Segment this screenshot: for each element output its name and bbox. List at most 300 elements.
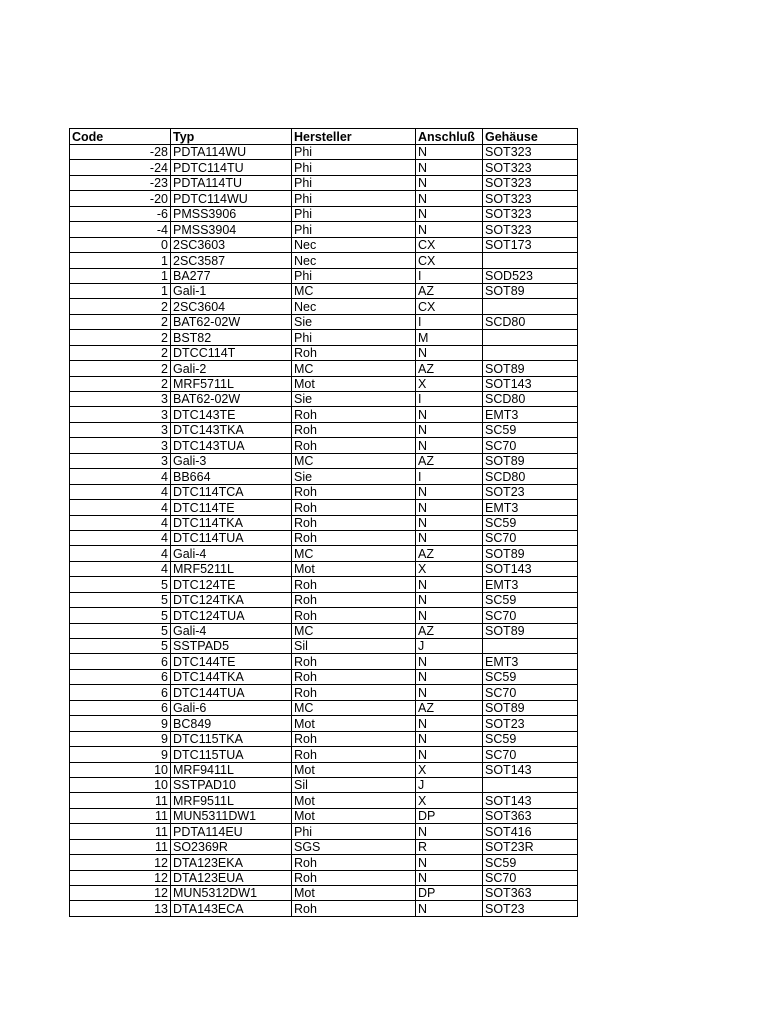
cell-code: 5 [70,592,171,607]
cell-anschluss: J [416,777,483,792]
cell-gehaeuse: SC59 [483,592,578,607]
cell-anschluss: N [416,747,483,762]
cell-anschluss: N [416,407,483,422]
cell-typ: PDTA114TU [171,175,292,190]
cell-anschluss: N [416,685,483,700]
cell-gehaeuse: EMT3 [483,407,578,422]
cell-hersteller: Roh [292,901,416,916]
cell-code: 11 [70,824,171,839]
table-row [70,716,578,731]
cell-hersteller: Mot [292,808,416,823]
cell-code: 9 [70,716,171,731]
cell-code: 4 [70,530,171,545]
cell-gehaeuse: SCD80 [483,392,578,407]
table-row [70,561,578,576]
cell-typ: DTC124TKA [171,592,292,607]
cell-hersteller: Roh [292,345,416,360]
cell-gehaeuse: SOT89 [483,623,578,638]
table-row [70,145,578,160]
table-row [70,330,578,345]
cell-hersteller: Roh [292,608,416,623]
cell-code: 2 [70,345,171,360]
cell-typ: DTCC114T [171,345,292,360]
cell-anschluss: AZ [416,546,483,561]
cell-typ: DTC114TKA [171,515,292,530]
table-row [70,268,578,283]
cell-hersteller: MC [292,361,416,376]
cell-anschluss: N [416,175,483,190]
cell-gehaeuse: SC59 [483,669,578,684]
cell-code: 3 [70,422,171,437]
header-typ: Typ [171,129,292,145]
cell-hersteller: Phi [292,191,416,206]
cell-hersteller: Mot [292,886,416,901]
cell-typ: DTC143TUA [171,438,292,453]
cell-hersteller: Roh [292,515,416,530]
cell-code: 2 [70,376,171,391]
cell-code: 4 [70,469,171,484]
cell-gehaeuse: SOT23 [483,484,578,499]
cell-gehaeuse: SOT323 [483,222,578,237]
cell-code: 11 [70,839,171,854]
cell-typ: PDTA114WU [171,145,292,160]
cell-gehaeuse: SC70 [483,685,578,700]
table-row [70,747,578,762]
cell-gehaeuse: SOT143 [483,376,578,391]
table-row [70,484,578,499]
cell-typ: PMSS3906 [171,206,292,221]
cell-code: -28 [70,145,171,160]
cell-code: 10 [70,762,171,777]
cell-typ: MRF5711L [171,376,292,391]
cell-typ: BAT62-02W [171,392,292,407]
cell-hersteller: Roh [292,654,416,669]
cell-hersteller: Roh [292,422,416,437]
cell-hersteller: MC [292,453,416,468]
cell-gehaeuse: SC59 [483,731,578,746]
table-row [70,700,578,715]
cell-typ: MRF5211L [171,561,292,576]
cell-code: 3 [70,453,171,468]
cell-hersteller: Phi [292,824,416,839]
cell-anschluss: AZ [416,453,483,468]
cell-gehaeuse: SC70 [483,608,578,623]
cell-anschluss: J [416,639,483,654]
cell-anschluss: N [416,577,483,592]
cell-code: 5 [70,623,171,638]
cell-code: 1 [70,283,171,298]
cell-gehaeuse: SOT323 [483,191,578,206]
table-row [70,237,578,252]
cell-code: 5 [70,639,171,654]
cell-code: 12 [70,855,171,870]
cell-gehaeuse: EMT3 [483,654,578,669]
cell-anschluss: N [416,206,483,221]
cell-gehaeuse: SOT143 [483,793,578,808]
cell-hersteller: Roh [292,407,416,422]
cell-anschluss: N [416,530,483,545]
table-body [70,145,578,917]
cell-typ: DTC144TE [171,654,292,669]
cell-anschluss: N [416,901,483,916]
cell-code: 12 [70,886,171,901]
table-row [70,422,578,437]
cell-code: 6 [70,669,171,684]
table-row [70,283,578,298]
cell-typ: BST82 [171,330,292,345]
cell-anschluss: X [416,762,483,777]
cell-gehaeuse: SC70 [483,747,578,762]
cell-gehaeuse: SC59 [483,515,578,530]
cell-anschluss: I [416,268,483,283]
table-row [70,546,578,561]
cell-anschluss: N [416,160,483,175]
table-row [70,376,578,391]
cell-hersteller: Sie [292,469,416,484]
cell-code: 1 [70,268,171,283]
cell-hersteller: Phi [292,145,416,160]
cell-gehaeuse [483,299,578,314]
cell-anschluss: N [416,870,483,885]
table-row [70,639,578,654]
cell-typ: MUN5312DW1 [171,886,292,901]
cell-gehaeuse: EMT3 [483,500,578,515]
cell-code: 6 [70,700,171,715]
cell-gehaeuse: SOT23 [483,901,578,916]
cell-hersteller: Mot [292,793,416,808]
cell-code: 2 [70,299,171,314]
cell-anschluss: DP [416,808,483,823]
cell-anschluss: I [416,469,483,484]
cell-gehaeuse: SOT416 [483,824,578,839]
cell-typ: PMSS3904 [171,222,292,237]
cell-code: 3 [70,407,171,422]
cell-hersteller: Roh [292,500,416,515]
cell-gehaeuse [483,777,578,792]
cell-typ: 2SC3604 [171,299,292,314]
cell-code: 2 [70,361,171,376]
table-row [70,469,578,484]
cell-code: 4 [70,546,171,561]
cell-code: 1 [70,253,171,268]
table-row [70,839,578,854]
cell-typ: DTC114TUA [171,530,292,545]
cell-anschluss: N [416,592,483,607]
cell-typ: PDTA114EU [171,824,292,839]
table-row [70,206,578,221]
cell-gehaeuse: SC70 [483,870,578,885]
table-row [70,299,578,314]
cell-gehaeuse: EMT3 [483,577,578,592]
table-row [70,577,578,592]
cell-code: 12 [70,870,171,885]
cell-typ: Gali-4 [171,546,292,561]
cell-anschluss: N [416,422,483,437]
cell-hersteller: MC [292,623,416,638]
cell-code: 4 [70,561,171,576]
cell-anschluss: N [416,731,483,746]
table-row [70,793,578,808]
cell-typ: DTC143TKA [171,422,292,437]
table-row [70,654,578,669]
cell-code: 3 [70,438,171,453]
cell-gehaeuse [483,345,578,360]
cell-hersteller: Sil [292,639,416,654]
table-row [70,160,578,175]
cell-typ: DTC143TE [171,407,292,422]
header-anschluss: Anschluß [416,129,483,145]
cell-anschluss: CX [416,237,483,252]
header-gehaeuse: Gehäuse [483,129,578,145]
cell-gehaeuse: SOT363 [483,886,578,901]
cell-hersteller: Phi [292,330,416,345]
cell-hersteller: Nec [292,299,416,314]
cell-hersteller: Roh [292,592,416,607]
table-row [70,731,578,746]
cell-hersteller: Phi [292,268,416,283]
cell-code: -20 [70,191,171,206]
cell-typ: 2SC3603 [171,237,292,252]
table-row [70,407,578,422]
cell-typ: Gali-1 [171,283,292,298]
cell-typ: DTC124TUA [171,608,292,623]
cell-code: -23 [70,175,171,190]
cell-code: 5 [70,608,171,623]
cell-code: 2 [70,330,171,345]
cell-typ: DTA143ECA [171,901,292,916]
cell-gehaeuse [483,253,578,268]
cell-code: 4 [70,515,171,530]
table-row [70,314,578,329]
cell-typ: BAT62-02W [171,314,292,329]
cell-typ: MRF9411L [171,762,292,777]
table-row [70,222,578,237]
cell-typ: BB664 [171,469,292,484]
cell-gehaeuse: SC59 [483,855,578,870]
cell-typ: SSTPAD10 [171,777,292,792]
cell-hersteller: Phi [292,160,416,175]
cell-anschluss: AZ [416,700,483,715]
cell-code: 9 [70,747,171,762]
table-row [70,361,578,376]
cell-anschluss: AZ [416,283,483,298]
header-code: Code [70,129,171,145]
cell-hersteller: Roh [292,484,416,499]
cell-hersteller: Roh [292,669,416,684]
cell-code: 9 [70,731,171,746]
cell-typ: Gali-2 [171,361,292,376]
cell-hersteller: SGS [292,839,416,854]
table-row [70,453,578,468]
cell-typ: DTC144TKA [171,669,292,684]
table-row [70,808,578,823]
header-hersteller: Hersteller [292,129,416,145]
cell-code: 4 [70,484,171,499]
cell-hersteller: Roh [292,855,416,870]
cell-hersteller: Roh [292,685,416,700]
cell-hersteller: Roh [292,747,416,762]
cell-hersteller: Phi [292,222,416,237]
table-row [70,515,578,530]
cell-typ: MUN5311DW1 [171,808,292,823]
cell-anschluss: N [416,515,483,530]
cell-code: 2 [70,314,171,329]
cell-code: 3 [70,392,171,407]
cell-gehaeuse: SOT143 [483,561,578,576]
cell-code: -6 [70,206,171,221]
table-header [70,129,578,145]
cell-typ: DTA123EUA [171,870,292,885]
cell-anschluss: N [416,855,483,870]
cell-gehaeuse: SCD80 [483,314,578,329]
cell-code: 10 [70,777,171,792]
cell-code: 5 [70,577,171,592]
header-row [70,129,578,145]
cell-gehaeuse: SCD80 [483,469,578,484]
cell-gehaeuse: SOT89 [483,453,578,468]
cell-hersteller: MC [292,700,416,715]
table-row [70,870,578,885]
table-row [70,500,578,515]
cell-code: -4 [70,222,171,237]
table-row [70,345,578,360]
cell-anschluss: N [416,145,483,160]
cell-hersteller: Roh [292,577,416,592]
cell-typ: Gali-6 [171,700,292,715]
cell-hersteller: Mot [292,716,416,731]
cell-typ: PDTC114WU [171,191,292,206]
cell-code: 6 [70,685,171,700]
cell-anschluss: AZ [416,623,483,638]
cell-anschluss: N [416,669,483,684]
cell-hersteller: Sie [292,392,416,407]
cell-code: 11 [70,808,171,823]
cell-hersteller: Phi [292,206,416,221]
table-row [70,777,578,792]
cell-typ: DTC124TE [171,577,292,592]
cell-anschluss: X [416,376,483,391]
cell-anschluss: I [416,392,483,407]
cell-typ: Gali-4 [171,623,292,638]
cell-gehaeuse: SC59 [483,422,578,437]
table-row [70,592,578,607]
cell-typ: DTC114TCA [171,484,292,499]
table-row [70,623,578,638]
table-row [70,530,578,545]
cell-gehaeuse [483,330,578,345]
cell-typ: BC849 [171,716,292,731]
cell-anschluss: N [416,654,483,669]
table-row [70,886,578,901]
cell-hersteller: Roh [292,438,416,453]
cell-gehaeuse: SOT89 [483,700,578,715]
parts-table [69,128,578,917]
cell-typ: 2SC3587 [171,253,292,268]
cell-anschluss: N [416,191,483,206]
cell-gehaeuse [483,639,578,654]
table-row [70,191,578,206]
table-row [70,175,578,190]
table-row [70,685,578,700]
cell-anschluss: N [416,484,483,499]
cell-hersteller: Mot [292,376,416,391]
cell-hersteller: Nec [292,253,416,268]
cell-anschluss: N [416,345,483,360]
cell-gehaeuse: SOT23 [483,716,578,731]
cell-anschluss: N [416,716,483,731]
cell-gehaeuse: SOT323 [483,206,578,221]
cell-typ: DTC115TKA [171,731,292,746]
cell-anschluss: X [416,561,483,576]
cell-gehaeuse: SOD523 [483,268,578,283]
table-row [70,608,578,623]
cell-gehaeuse: SOT173 [483,237,578,252]
table-row [70,438,578,453]
cell-gehaeuse: SOT323 [483,175,578,190]
cell-typ: BA277 [171,268,292,283]
cell-hersteller: Mot [292,561,416,576]
cell-hersteller: MC [292,283,416,298]
table-row [70,901,578,916]
cell-anschluss: N [416,608,483,623]
cell-anschluss: N [416,500,483,515]
cell-gehaeuse: SOT23R [483,839,578,854]
cell-anschluss: CX [416,299,483,314]
cell-code: 13 [70,901,171,916]
cell-gehaeuse: SOT89 [483,283,578,298]
table-row [70,824,578,839]
cell-anschluss: N [416,438,483,453]
cell-typ: DTC114TE [171,500,292,515]
cell-gehaeuse: SC70 [483,530,578,545]
cell-hersteller: Phi [292,175,416,190]
table-row [70,855,578,870]
cell-anschluss: M [416,330,483,345]
cell-hersteller: Roh [292,870,416,885]
cell-gehaeuse: SOT363 [483,808,578,823]
cell-gehaeuse: SOT323 [483,160,578,175]
table-row [70,669,578,684]
cell-code: 6 [70,654,171,669]
cell-anschluss: R [416,839,483,854]
cell-hersteller: Mot [292,762,416,777]
cell-hersteller: Sil [292,777,416,792]
cell-anschluss: DP [416,886,483,901]
cell-code: 11 [70,793,171,808]
cell-typ: DTC144TUA [171,685,292,700]
table-row [70,762,578,777]
cell-hersteller: Sie [292,314,416,329]
cell-hersteller: Nec [292,237,416,252]
cell-hersteller: MC [292,546,416,561]
cell-anschluss: AZ [416,361,483,376]
cell-typ: SSTPAD5 [171,639,292,654]
cell-code: 0 [70,237,171,252]
cell-anschluss: I [416,314,483,329]
cell-anschluss: X [416,793,483,808]
cell-typ: Gali-3 [171,453,292,468]
cell-anschluss: N [416,222,483,237]
cell-gehaeuse: SC70 [483,438,578,453]
cell-typ: MRF9511L [171,793,292,808]
cell-code: -24 [70,160,171,175]
cell-gehaeuse: SOT323 [483,145,578,160]
cell-gehaeuse: SOT89 [483,546,578,561]
cell-anschluss: CX [416,253,483,268]
cell-code: 4 [70,500,171,515]
cell-hersteller: Roh [292,530,416,545]
cell-gehaeuse: SOT89 [483,361,578,376]
